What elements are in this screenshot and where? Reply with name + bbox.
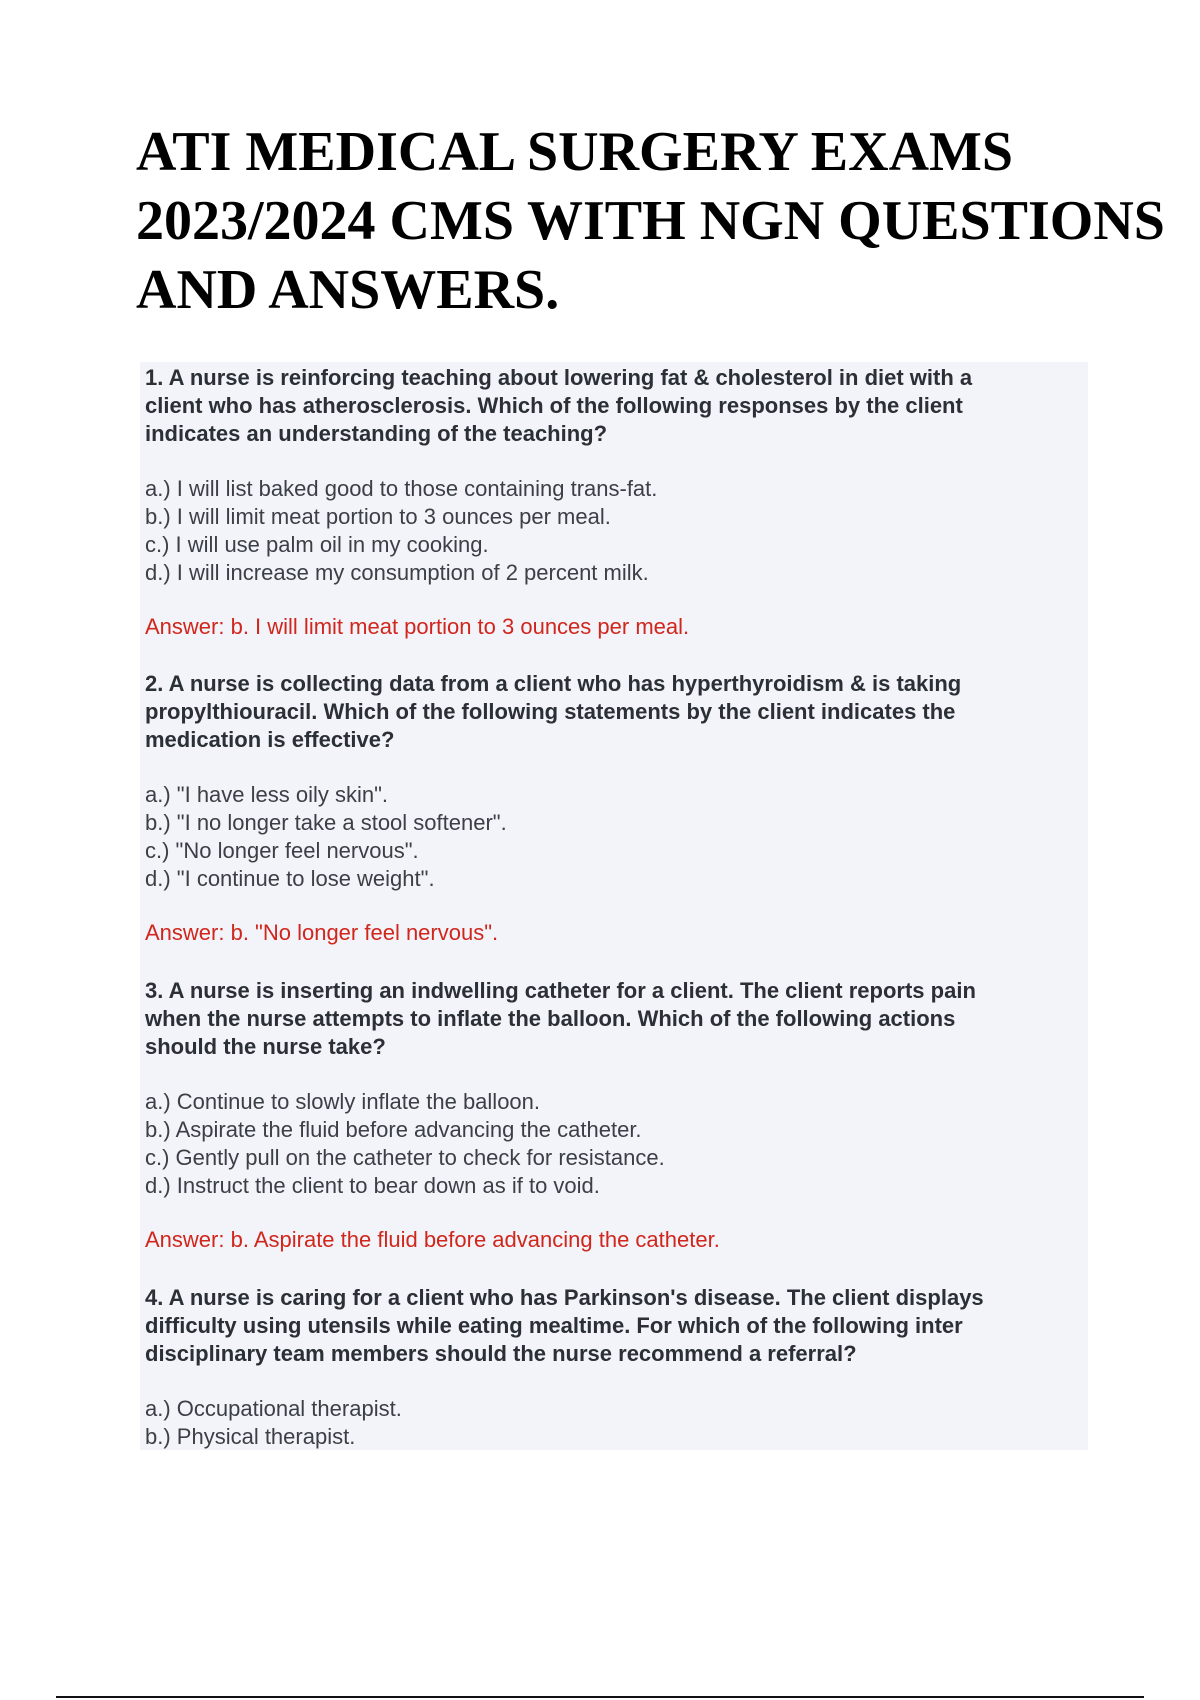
option-c: c.) "No longer feel nervous".	[145, 838, 419, 863]
answer-text: Answer: b. "No longer feel nervous".	[145, 920, 499, 945]
question-text	[145, 364, 1080, 448]
option-c: c.) Gently pull on the catheter to check for resistance.	[145, 1145, 665, 1170]
document-title	[136, 118, 1176, 325]
question-2	[145, 670, 1080, 947]
question-text	[145, 670, 1080, 754]
question-line: indicates an understanding of the teaching?	[145, 421, 608, 446]
question-line: client who has atherosclerosis. Which of the following responses by the client	[145, 393, 963, 418]
title-line: ATI MEDICAL SURGERY EXAMS	[136, 121, 1014, 183]
question-text	[145, 977, 1080, 1061]
option-b: b.) "I no longer take a stool softener".	[145, 810, 507, 835]
answer-text: Answer: b. I will limit meat portion to 3 ounces per meal.	[145, 614, 690, 639]
question-line: 1. A nurse is reinforcing teaching about lowering fat & cholesterol in diet with a	[145, 365, 973, 390]
question-3	[145, 977, 1080, 1254]
question-line: 3. A nurse is inserting an indwelling catheter for a client. The client reports pain	[145, 978, 976, 1003]
question-text	[145, 1284, 1080, 1368]
option-a: a.) "I have less oily skin".	[145, 782, 389, 807]
option-b: b.) I will limit meat portion to 3 ounces per meal.	[145, 504, 611, 529]
question-4	[145, 1284, 1080, 1467]
option-d: d.) I will increase my consumption of 2 percent milk.	[145, 560, 649, 585]
question-line: medication is effective?	[145, 727, 395, 752]
option-list	[145, 475, 1080, 587]
option-b: b.) Physical therapist.	[145, 1424, 356, 1449]
question-line: 2. A nurse is collecting data from a client who has hyperthyroidism & is taking	[145, 671, 962, 696]
question-1	[145, 364, 1080, 641]
title-line: AND ANSWERS.	[136, 259, 560, 321]
option-a: a.) Occupational therapist.	[145, 1396, 402, 1421]
question-line: should the nurse take?	[145, 1034, 386, 1059]
question-line: when the nurse attempts to inflate the balloon. Which of the following actions	[145, 1006, 956, 1031]
option-list	[145, 781, 1080, 893]
option-d: d.) "I continue to lose weight".	[145, 866, 435, 891]
option-a: a.) I will list baked good to those containing trans-fat.	[145, 476, 658, 501]
option-list	[145, 1088, 1080, 1200]
option-list	[145, 1395, 1080, 1451]
option-b: b.) Aspirate the fluid before advancing the catheter.	[145, 1117, 642, 1142]
title-line: 2023/2024 CMS WITH NGN QUESTIONS	[136, 190, 1165, 252]
option-a: a.) Continue to slowly inflate the balloon.	[145, 1089, 541, 1114]
question-line: 4. A nurse is caring for a client who has Parkinson's disease. The client displays	[145, 1285, 984, 1310]
page-bottom-divider	[56, 1696, 1144, 1698]
question-line: difficulty using utensils while eating mealtime. For which of the following inter	[145, 1313, 963, 1338]
question-line: propylthiouracil. Which of the following statements by the client indicates the	[145, 699, 956, 724]
question-line: disciplinary team members should the nurse recommend a referral?	[145, 1341, 857, 1366]
answer-text: Answer: b. Aspirate the fluid before advancing the catheter.	[145, 1227, 720, 1252]
option-c: c.) I will use palm oil in my cooking.	[145, 532, 489, 557]
option-d: d.) Instruct the client to bear down as if to void.	[145, 1173, 600, 1198]
questions-panel	[140, 362, 1088, 1450]
